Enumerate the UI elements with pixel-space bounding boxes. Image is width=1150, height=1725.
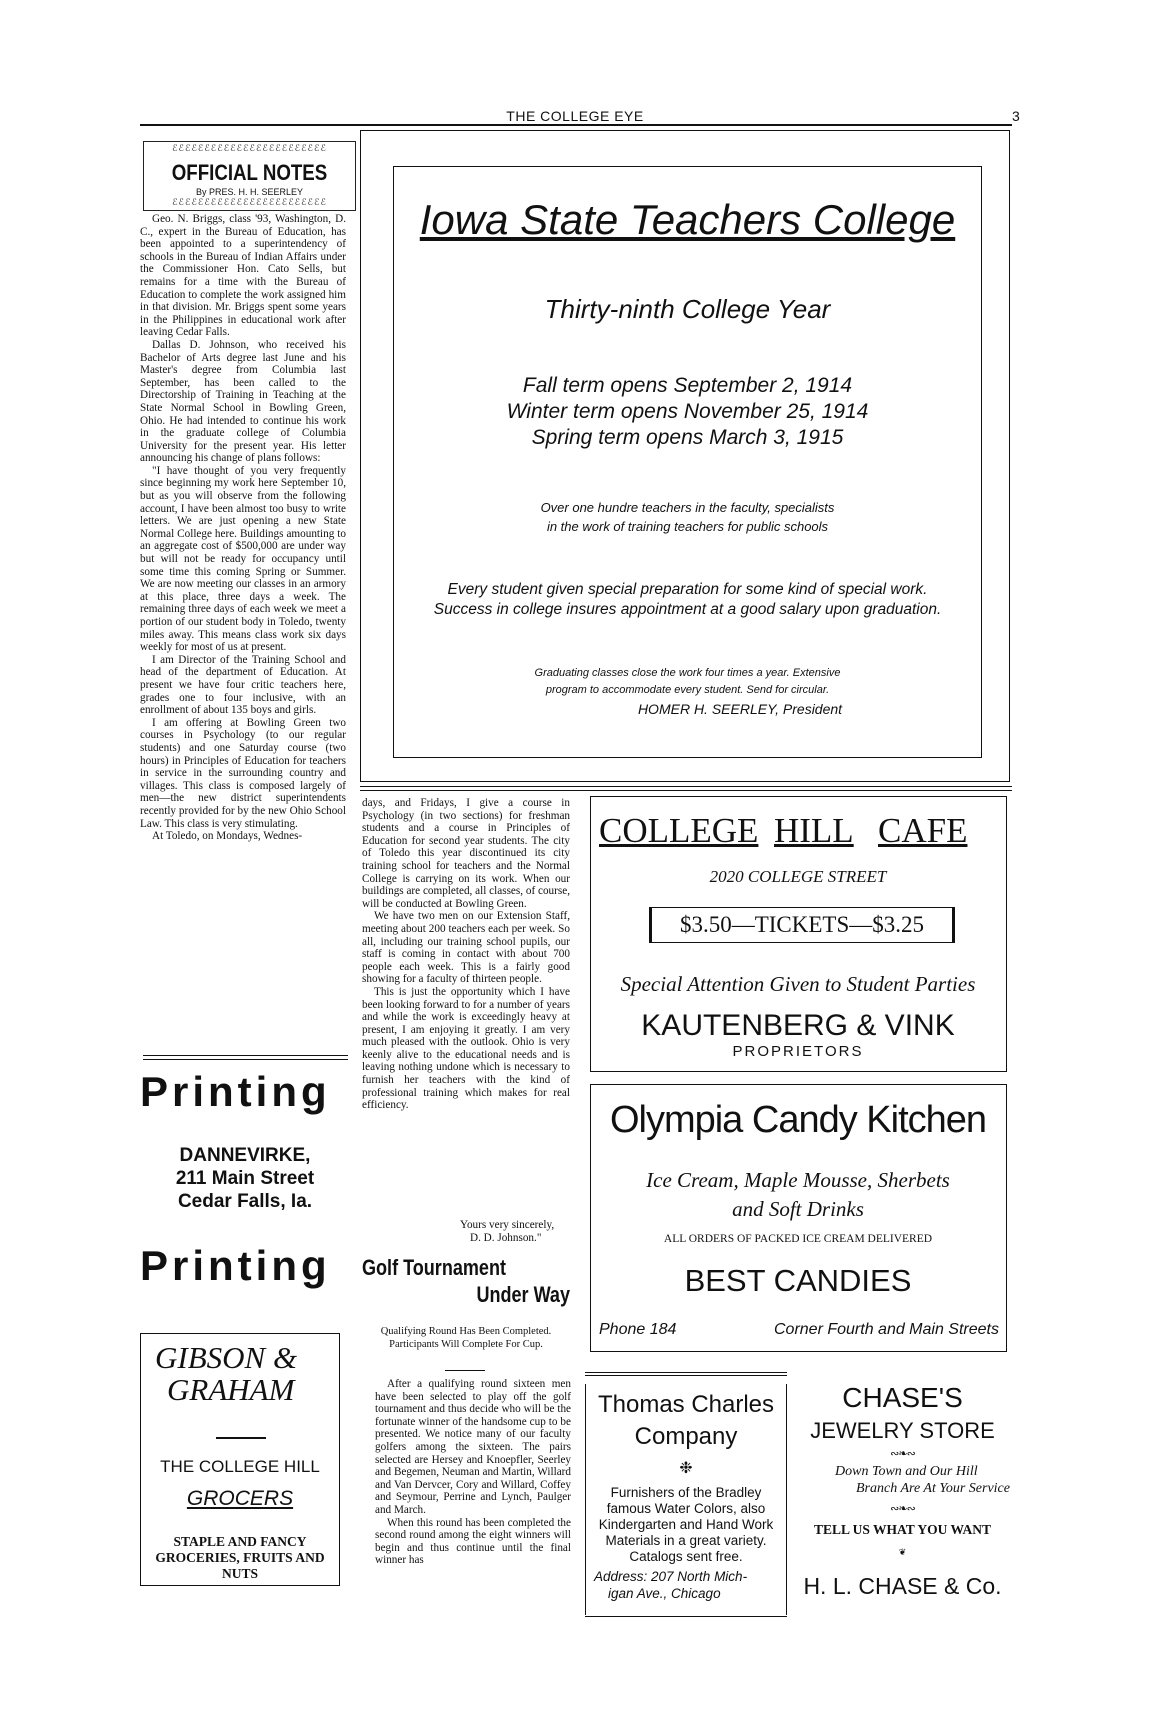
header-rule — [140, 124, 1012, 126]
printing-heading-1: Printing — [140, 1068, 331, 1115]
cafe-name-hill: HILL — [774, 811, 854, 850]
gibson-graham-ad — [140, 1333, 340, 1586]
cafe-tickets: $3.50—TICKETS—$3.25 — [649, 907, 955, 943]
gibson-name: GIBSON & — [155, 1340, 298, 1375]
iowa-term-spring: Spring term opens March 3, 1915 — [531, 426, 844, 449]
iowa-term-winter: Winter term opens November 25, 1914 — [506, 400, 869, 423]
section-rule — [360, 790, 1012, 791]
thomas-name-line-1: Thomas Charles — [597, 1391, 775, 1418]
page-number: 3 — [1012, 108, 1020, 124]
printing-business-name: DANNEVIRKE, — [179, 1145, 311, 1166]
olympia-candy-kitchen-ad — [590, 1084, 1007, 1352]
article-paragraph: I am Director of the Training School and head of the department of Education. At present we have four critic teachers here, grades one to four inclusive, with an enrollment of about 135 boys and girls. — [140, 653, 346, 717]
official-notes-byline: By PRES. H. H. SEERLEY — [195, 187, 304, 197]
golf-subhead-rule — [445, 1370, 485, 1371]
chase-tagline-2: Branch Are At Your Service — [856, 1481, 1010, 1496]
chase-jewelry-ad — [795, 1378, 1010, 1618]
ad-rule — [585, 1616, 787, 1617]
college-hill-cafe-ad — [590, 796, 1007, 1072]
cafe-special-attention: Special Attention Given to Student Parties — [620, 972, 976, 996]
thomas-address-line-2: igan Ave., Chicago — [608, 1586, 721, 1601]
ornament-icon: ❦ — [898, 1548, 907, 1558]
letter-signature: D. D. Johnson." — [470, 1232, 542, 1244]
divider — [216, 1437, 266, 1439]
gibson-tagline: THE COLLEGE HILL — [160, 1457, 320, 1476]
olympia-products-line-1: Ice Cream, Maple Mousse, Sherbets — [646, 1168, 950, 1192]
golf-headline-1: Golf Tournament — [362, 1255, 506, 1280]
chase-company: H. L. CHASE & Co. — [803, 1573, 1002, 1599]
gibson-grocers: GROCERS — [186, 1487, 294, 1510]
thomas-name-line-2: Company — [634, 1423, 738, 1450]
official-notes-title: OFFICIAL NOTES — [171, 160, 328, 185]
printing-city: Cedar Falls, Ia. — [177, 1191, 313, 1212]
iowa-ad-title: Iowa State Teachers College — [419, 196, 956, 243]
cafe-name-college: COLLEGE — [599, 811, 759, 850]
chase-call-to-action: TELL US WHAT YOU WANT — [813, 1522, 992, 1537]
ornamental-border-bottom: ℰℰℰℰℰℰℰℰℰℰℰℰℰℰℰℰℰℰℰℰℰℰℰℰ — [172, 198, 327, 208]
article-paragraph: "I have thought of you very frequently since beginning my work here September 10, but as you will observe from the following account, I have been almost too busy to write letters. We are just opening a new State Normal College here. Buildings amounting to an aggregate cost of $500,000 are under way but will not be ready for occupancy until some time this coming Spring or Summer. We are now meeting our classes in an armory at this place, three days a week. The remaining three days of each week we meet a portion of our student body in Toledo, twenty miles away. This means class work six days weekly for most of us at present. — [140, 464, 346, 654]
article-paragraph: I am offering at Bowling Green two courses in Psychology (to our regular students) and one Saturday course (two hours) in Principles of Education for teachers in service in the surrounding country and villages. This class is composed largely of men—the new district superintendents recently provided for by the new Ohio School Law. This class is very stimulating. — [140, 716, 346, 830]
chase-store: JEWELRY STORE — [810, 1418, 995, 1443]
column-rule — [143, 1059, 348, 1060]
newspaper-title: THE COLLEGE EYE — [506, 108, 644, 124]
olympia-name: Olympia Candy Kitchen — [609, 1099, 987, 1141]
article-paragraph: Geo. N. Briggs, class '93, Washington, D. C., expert in the Bureau of Education, has been appointed to a superintendency of schools in the Bureau of Indian Affairs under the Commissioner Hon. Cato Sells, but remains for a time with the Bureau of Education to complete the work assigned him in that division. Mr. Briggs spent some years in the Philippines in educational work after leaving Cedar Falls. — [140, 213, 346, 339]
cafe-proprietors-label: PROPRIETORS — [732, 1043, 864, 1060]
official-notes-heading-box — [143, 141, 356, 211]
article-paragraph: We have two men on our Extension Staff, meeting about 200 teachers each per week. So all, including our training school pupils, our staff is coming in contact with about 700 people each week. This is a fairly good showing for a faculty of thirteen people. — [362, 910, 570, 986]
golf-headline-2: Under Way — [476, 1282, 570, 1307]
iowa-ad-subtitle: Thirty-ninth College Year — [544, 294, 831, 324]
thomas-address-line-1: Address: 207 North Mich- — [594, 1569, 748, 1584]
article-paragraph: days, and Fridays, I give a course in Psychology (in two sections) for freshman students and a course in Principles of Education for second year students. The city of Toledo this year discontinued its city training school for teachers and the Normal College is carrying on its work. When our buildings are completed, all classes, of course, will be conducted at Bowling Green. — [362, 797, 570, 910]
iowa-faculty-line-1: Over one hundre teachers in the faculty, specialists — [540, 500, 835, 515]
iowa-president: HOMER H. SEERLEY, President — [637, 701, 843, 717]
thomas-charles-ad — [585, 1384, 787, 1615]
article-paragraph: When this round has been completed the second round among the eight winners will begin and thus continue until the final winner has — [375, 1516, 571, 1567]
ornamental-border-top: ℰℰℰℰℰℰℰℰℰℰℰℰℰℰℰℰℰℰℰℰℰℰℰℰ — [172, 144, 327, 154]
olympia-products-line-2: and Soft Drinks — [732, 1197, 864, 1221]
graham-name: GRAHAM — [167, 1372, 295, 1407]
cafe-proprietor-names: KAUTENBERG & VINK — [641, 1009, 955, 1042]
chase-tagline-1: Down Town and Our Hill — [835, 1464, 978, 1479]
gibson-goods: STAPLE AND FANCY GROCERIES, FRUITS AND NUTS — [155, 1534, 325, 1581]
iowa-note-line-1: Graduating classes close the work four times a year. Extensive — [534, 667, 841, 679]
cafe-name-cafe: CAFE — [878, 811, 968, 850]
section-rule — [360, 786, 1012, 787]
olympia-best-candies: BEST CANDIES — [684, 1263, 912, 1298]
iowa-promise-line-1: Every student given special preparation for some kind of special work. — [447, 581, 928, 598]
printing-street: 211 Main Street — [175, 1168, 315, 1189]
iowa-promise-line-2: Success in college insures appointment at a good salary upon graduation. — [433, 601, 942, 618]
olympia-phone: Phone 184 — [599, 1321, 677, 1338]
ad-rule — [585, 1372, 787, 1373]
article-paragraph: Dallas D. Johnson, who received his Bachelor of Arts degree last June and his Master's degree from Columbia last September, has been called to the Directorship of Training in Teaching at the State Normal School in Bowling Green, Ohio. He had intended to continue his work in the graduate college of Columbia University for the present year. His letter announcing his change of plans follows: — [140, 338, 346, 465]
letter-closing: Yours very sincerely, — [460, 1219, 555, 1231]
official-notes-column-1 — [140, 213, 346, 1053]
golf-article-text — [375, 1378, 571, 1608]
olympia-location: Corner Fourth and Main Streets — [774, 1321, 999, 1338]
article-paragraph: At Toledo, on Mondays, Wednes- — [152, 830, 303, 843]
article-paragraph: After a qualifying round sixteen men have been selected to play off the golf tournament and thus decide who will be the fortunate winner of the handsome cup to be presented. We notice many of our faculty golfers among the sixteen. The pairs selected are Hersey and Knoepfler, Seerley and Begemen, Neuman and Martin, Willard and Van Dervcer, Cory and Willard, Coffey and Seymour, Perrine and Lynch, Paulger and March. — [375, 1378, 571, 1516]
article-paragraph: This is just the opportunity which I have been looking forward to for a number of years and while the work is exceedingly heavy at present, I am enjoying it greatly. I am very much pleased with the outlook. Ohio is very keenly alive to the educational needs and is leaving nothing undone which is necessary to furnish her teachers with the kind of professional training which makes for real efficiency. — [362, 985, 570, 1112]
ad-rule — [585, 1375, 787, 1376]
printing-heading-2: Printing — [140, 1242, 331, 1289]
cafe-address: 2020 COLLEGE STREET — [709, 867, 887, 886]
ornament-icon: ∾❧∾ — [890, 1502, 915, 1515]
iowa-note-line-2: program to accommodate every student. Send for circular. — [545, 684, 830, 696]
chase-name: CHASE'S — [842, 1382, 963, 1413]
olympia-delivery: ALL ORDERS OF PACKED ICE CREAM DELIVERED — [663, 1233, 933, 1245]
iowa-term-fall: Fall term opens September 2, 1914 — [522, 374, 853, 397]
iowa-faculty-line-2: in the work of training teachers for public schools — [546, 519, 829, 534]
golf-subhead: Qualifying Round Has Been Completed. Participants Will Complete For Cup. — [380, 1326, 552, 1350]
thomas-description: Furnishers of the Bradley famous Water Colors, also Kindergarten and Hand Work Materials in a great variety. Catalogs sent free. — [598, 1485, 774, 1564]
official-notes-column-2 — [362, 797, 570, 1217]
ornament-icon: ∾❧∾ — [890, 1447, 915, 1460]
ornament-icon: ❉ — [679, 1458, 693, 1477]
column-rule — [143, 1055, 348, 1056]
